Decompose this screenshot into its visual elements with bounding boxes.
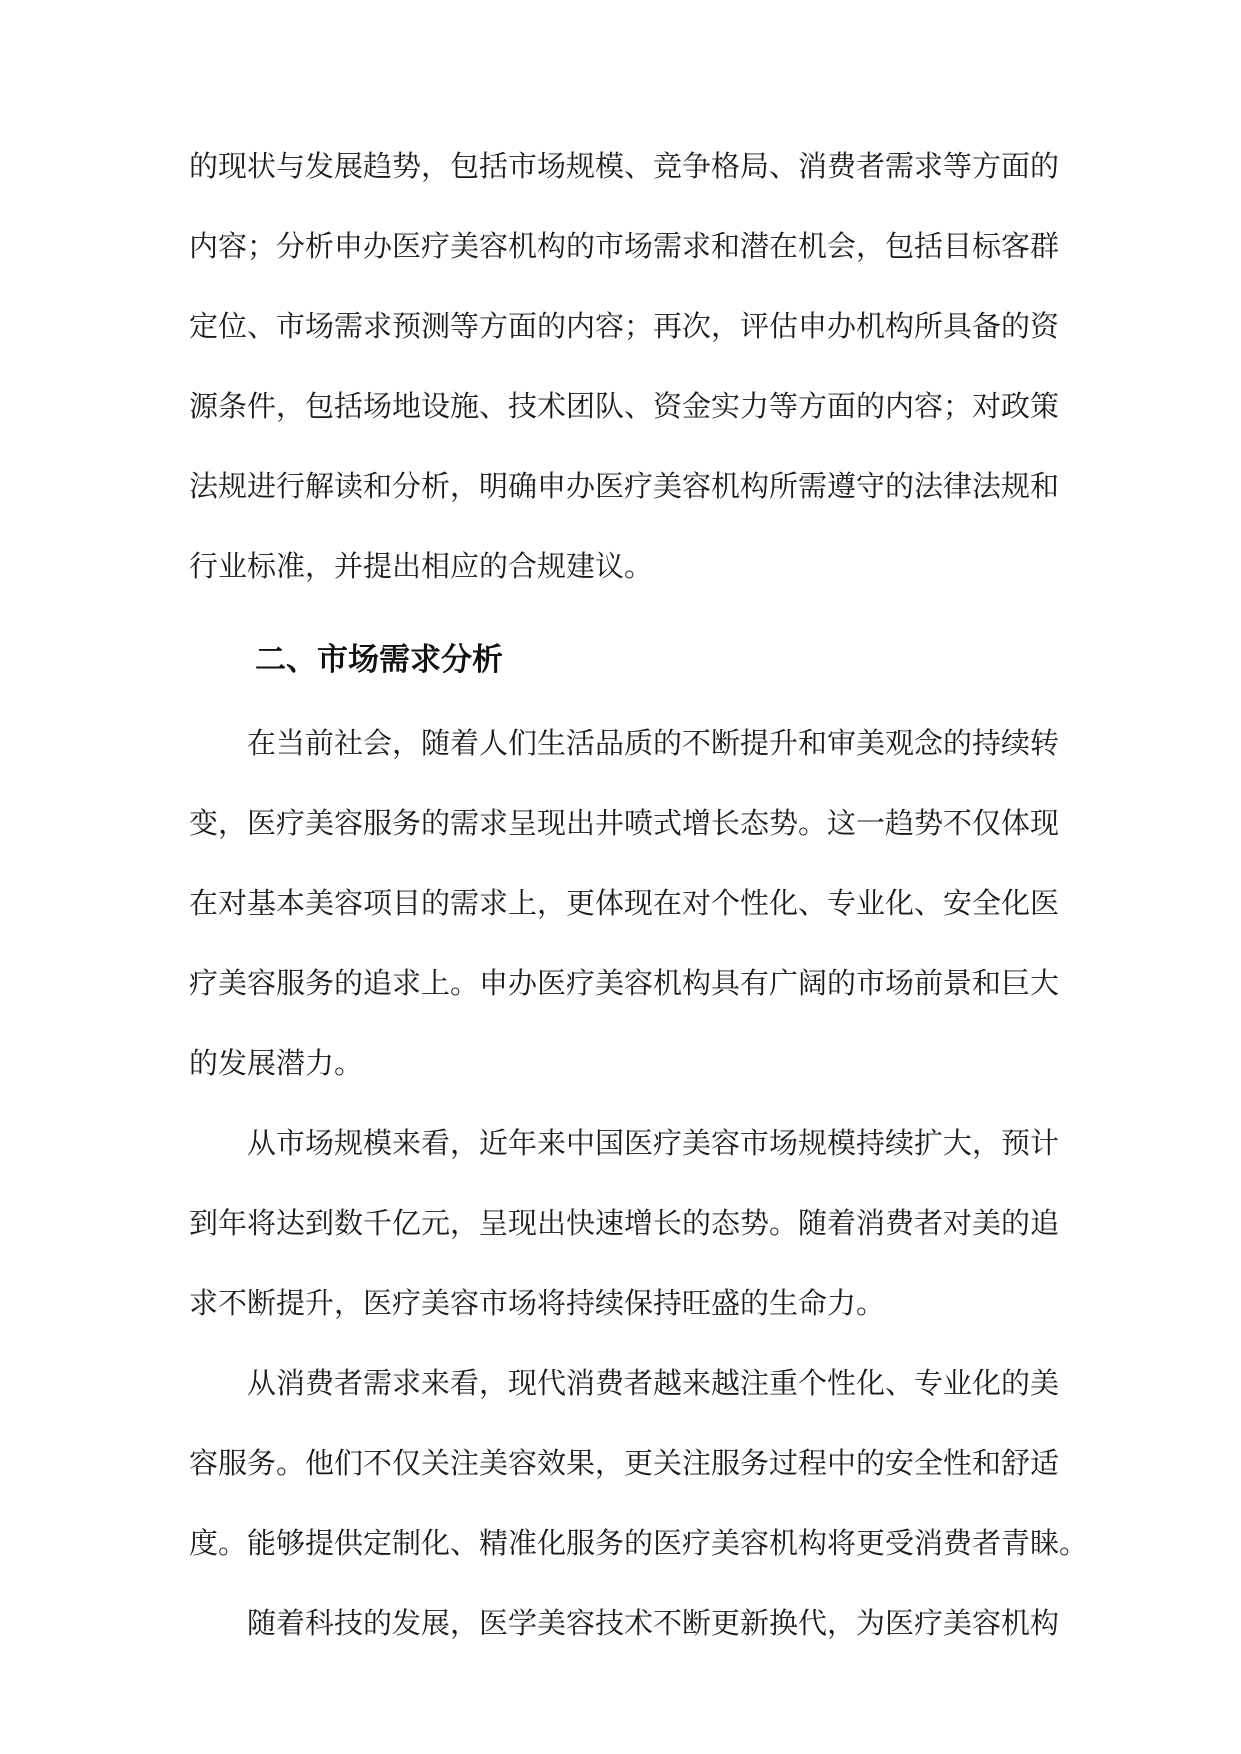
paragraph-1-line-3: 在对基本美容项目的需求上，更体现在对个性化、专业化、安全化医 [189, 886, 1060, 920]
paragraph-3-line-1: 从消费者需求来看，现代消费者越来越注重个性化、专业化的美 [247, 1366, 1060, 1400]
paragraph-1-line-1: 在当前社会，随着人们生活品质的不断提升和审美观念的持续转 [247, 726, 1060, 760]
intro-line-6: 行业标准，并提出相应的合规建议。 [189, 549, 654, 583]
paragraph-3-line-3: 度。能够提供定制化、精准化服务的医疗美容机构将更受消费者青睐。 [189, 1526, 1089, 1560]
intro-line-4: 源条件，包括场地设施、技术团队、资金实力等方面的内容；对政策 [189, 389, 1060, 423]
paragraph-4-line-1: 随着科技的发展，医学美容技术不断更新换代，为医疗美容机构 [247, 1606, 1060, 1640]
paragraph-2-line-2: 到年将达到数千亿元，呈现出快速增长的态势。随着消费者对美的追 [189, 1206, 1060, 1240]
paragraph-1-line-5: 的发展潜力。 [189, 1046, 364, 1080]
intro-line-2: 内容；分析申办医疗美容机构的市场需求和潜在机会，包括目标客群 [189, 229, 1060, 263]
paragraph-2-line-1: 从市场规模来看，近年来中国医疗美容市场规模持续扩大，预计 [247, 1126, 1060, 1160]
paragraph-1-line-2: 变，医疗美容服务的需求呈现出井喷式增长态势。这一趋势不仅体现 [189, 806, 1060, 840]
paragraph-1-line-4: 疗美容服务的追求上。申办医疗美容机构具有广阔的市场前景和巨大 [189, 966, 1060, 1000]
paragraph-3-line-2: 容服务。他们不仅关注美容效果，更关注服务过程中的安全性和舒适 [189, 1446, 1060, 1480]
paragraph-2-line-3: 求不断提升，医疗美容市场将持续保持旺盛的生命力。 [189, 1286, 886, 1320]
intro-line-3: 定位、市场需求预测等方面的内容；再次，评估申办机构所具备的资 [189, 309, 1060, 343]
section-heading: 二、市场需求分析 [255, 642, 503, 678]
intro-line-5: 法规进行解读和分析，明确申办医疗美容机构所需遵守的法律法规和 [189, 469, 1060, 503]
intro-line-1: 的现状与发展趋势，包括市场规模、竞争格局、消费者需求等方面的 [189, 149, 1060, 183]
